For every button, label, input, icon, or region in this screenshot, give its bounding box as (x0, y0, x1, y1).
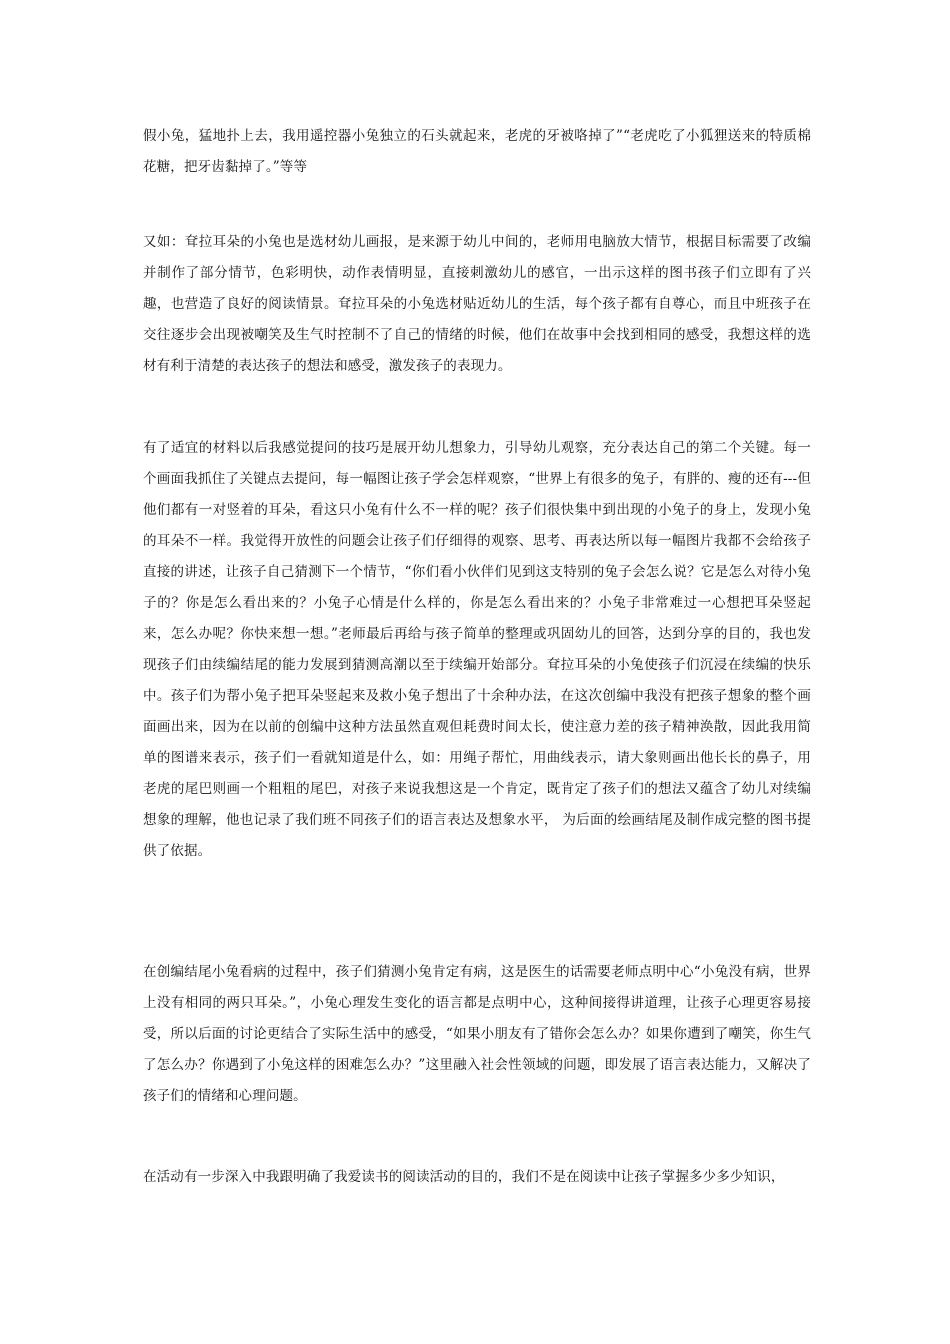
paragraph: 在创编结尾小兔看病的过程中，孩子们猜测小兔肯定有病，这是医生的话需要老师点明中心“小兔没有病，世界上没有相同的两只耳朵。”，小兔心理发生变化的语言都是点明中心，这种间接得讲道理，让孩子心理更容易接受，所以后面的讨论更结合了实际生活中的感受，“如果小朋友有了错你会怎么办？如果你遭到了嘲笑，你生气了怎么办？你遇到了小兔这样的困难怎么办？”这里融入社会性领域的问题，即发展了语言表达能力，又解决了孩子们的情绪和心理问题。 (143, 964, 811, 1104)
paragraph: 又如：耷拉耳朵的小兔也是选材幼儿画报，是来源于幼儿中间的，老师用电脑放大情节，根据目标需要了改编并制作了部分情节，色彩明快，动作表情明显，直接刺激幼儿的感官，一出示这样的图书孩子们立即有了兴趣，也营造了良好的阅读情景。耷拉耳朵的小兔选材贴近幼儿的生活，每个孩子都有自尊心，而且中班孩子在交往逐步会出现被嘲笑及生气时控制不了自己的情绪的时候，他们在故事中会找到相同的感受，我想这样的选材有利于清楚的表达孩子的想法和感受，激发孩子的表现力。 (143, 234, 811, 374)
paragraph: 有了适宜的材料以后我感觉提问的技巧是展开幼儿想象力，引导幼儿观察，充分表达自己的第二个关键。每一个画面我抓住了关键点去提问，每一幅图让孩子学会怎样观察，“世界上有很多的兔子，有胖的、瘦的还有---但他们都有一对竖着的耳朵，看这只小兔有什么不一样的呢？孩子们很快集中到出现的小兔子的身上，发现小兔的耳朵不一样。我觉得开放性的问题会让孩子们仔细得的观察、思考、再表达所以每一幅图片我都不会给孩子直接的讲述，让孩子自己猜测下一个情节，“你们看小伙伴们见到这支特别的兔子会怎么说？它是怎么对待小兔子的？你是怎么看出来的？小兔子心情是什么样的，你是怎么看出来的？小兔子非常难过一心想把耳朵竖起来，怎么办呢？你快来想一想。”老师最后再给与孩子简单的整理或巩固幼儿的回答，达到分享的目的，我也发现孩子们由续编结尾的能力发展到猜测高潮以至于续编开始部分。耷拉耳朵的小兔使孩子们沉浸在续编的快乐中。孩子们为帮小兔子把耳朵竖起来及救小兔子想出了十余种办法，在这次创编中我没有把孩子想象的整个画面画出来，因为在以前的创编中这种方法虽然直观但耗费时间太长，使注意力差的孩子精神涣散，因此我用简单的图谱来表示，孩子们一看就知道是什么，如：用绳子帮忙，用曲线表示，请大象则画出他长长的鼻子，用老虎的尾巴则画一个粗粗的尾巴，对孩子来说我想这是一个肯定，既肯定了孩子们的想法又蕴含了幼儿对续编想象的理解，他也记录了我们班不同孩子们的语言表达及想象水平， 为后面的绘画结尾及制作成完整的图书提供了依据。 (143, 440, 811, 859)
paragraph: 假小兔，猛地扑上去，我用遥控器小兔独立的石头就起来，老虎的牙被咯掉了”“老虎吃了小狐狸送来的特质棉花糖，把牙齿黏掉了。”等等 (143, 128, 811, 175)
paragraph: 在活动有一步深入中我跟明确了我爱读书的阅读活动的目的，我们不是在阅读中让孩子掌握多少多少知识， (143, 1169, 785, 1185)
